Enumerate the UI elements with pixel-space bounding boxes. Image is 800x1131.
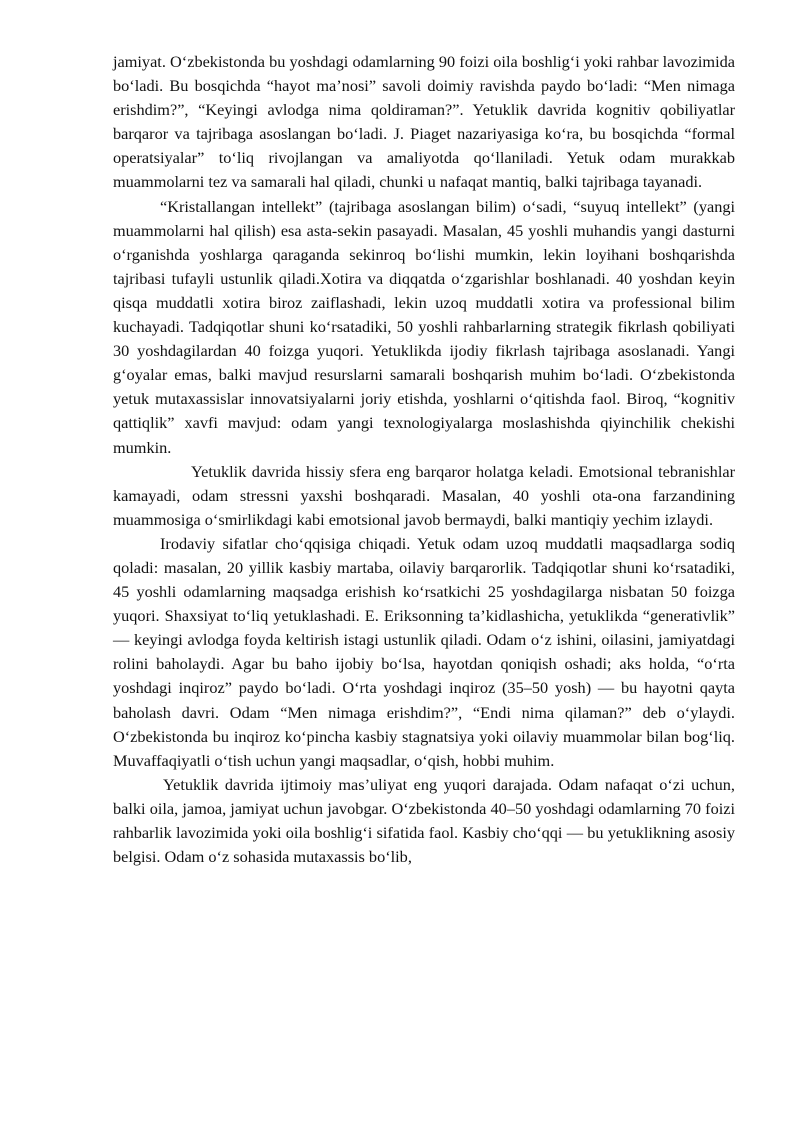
paragraph-5: Yetuklik davrida ijtimoiy mas’uliyat eng yuqori darajada. Odam nafaqat o‘zi uchun, balki oila, jamoa, jamiyat uchun javobgar. O‘zbekistonda 40–50 yoshdagi odamlarning 70 foizi rahbarlik lavozimida yoki oila boshlig‘i sifatida faol. Kasbiy cho‘qqi — bu yetuklikning asosiy belgisi. Odam o‘z sohasida mutaxassis bo‘lib, [113,774,735,867]
paragraph-2: “Kristallangan intellekt” (tajribaga asoslangan bilim) o‘sadi, “suyuq intellekt” (yangi muammolarni hal qilish) esa asta-sekin pasayadi. Masalan, 45 yoshli muhandis yangi dasturni o‘rganishda yoshlarga qaraganda sekinroq bo‘lishi mumkin, lekin loyihani boshqarishda tajribasi tufayli ustunlik qiladi.Xotira va diqqatda o‘zgarishlar boshlanadi. 40 yoshdan keyin qisqa muddatli xotira biroz zaiflashadi, lekin uzoq muddatli xotira va professional bilim kuchayadi. Tadqiqotlar shuni ko‘rsatadiki, 50 yoshli rahbarlarning strategik fikrlash qobiliyati 30 yoshdagilardan 40 foizga yuqori. Yetuklikda ijodiy fikrlash tajribaga asoslanadi. Yangi g‘oyalar emas, balki mavjud resurslarni samarali boshqarish muhim bo‘ladi. O‘zbekistonda yetuk mutaxassislar innovatsiyalarni joriy etishda, yoshlarni o‘qitishda faol. Biroq, “kognitiv qattiqlik” xavfi mavjud: odam yangi texnologiyalarga moslashishda qiyinchilik chekishi mumkin. [113,196,735,457]
document-page [113,50,735,869]
paragraph-1: jamiyat. O‘zbekistonda bu yoshdagi odamlarning 90 foizi oila boshlig‘i yoki rahbar lavozimida bo‘ladi. Bu bosqichda “hayot ma’nosi” savoli doimiy ravishda paydo bo‘ladi: “Men nimaga erishdim?”, “Keyingi avlodga nima qoldiraman?”. Yetuklik davrida kognitiv qobiliyatlar barqaror va tajribaga asoslangan bo‘ladi. J. Piaget nazariyasiga ko‘ra, bu bosqichda “formal operatsiyalar” to‘liq rivojlangan va amaliyotda qo‘llaniladi. Yetuk odam murakkab muammolarni tez va samarali hal qiladi, chunki u nafaqat mantiq, balki tajribaga tayanadi. [113,52,735,192]
paragraph-3: Yetuklik davrida hissiy sfera eng barqaror holatga keladi. Emotsional tebranishlar kamayadi, odam stressni yaxshi boshqaradi. Masalan, 40 yoshli ota-ona farzandining muammosiga o‘smirlikdagi kabi emotsional javob bermaydi, balki mantiqiy yechim izlaydi. [113,461,735,529]
paragraph-4: Irodaviy sifatlar cho‘qqisiga chiqadi. Yetuk odam uzoq muddatli maqsadlarga sodiq qoladi: masalan, 20 yillik kasbiy martaba, oilaviy barqarorlik. Tadqiqotlar shuni ko‘rsatadiki, 45 yoshli odamlarning maqsadga erishish ko‘rsatkichi 25 yoshdagilarga nisbatan 50 foizga yuqori. Shaxsiyat to‘liq yetuklashadi. E. Eriksonning ta’kidlashicha, yetuklikda “generativlik” — keyingi avlodga foyda keltirish istagi ustunlik qiladi. Odam o‘z ishini, oilasini, jamiyatdagi rolini baholaydi. Agar bu baho ijobiy bo‘lsa, hayotdan qoniqish oshadi; aks holda, “o‘rta yoshdagi inqiroz” paydo bo‘ladi. O‘rta yoshdagi inqiroz (35–50 yosh) — bu hayotni qayta baholash davri. Odam “Men nimaga erishdim?”, “Endi nima qilaman?” deb o‘ylaydi. O‘zbekistonda bu inqiroz ko‘pincha kasbiy stagnatsiya yoki oilaviy muammolar bilan bog‘liq. Muvaffaqiyatli o‘tish uchun yangi maqsadlar, o‘qish, hobbi muhim. [113,533,735,770]
